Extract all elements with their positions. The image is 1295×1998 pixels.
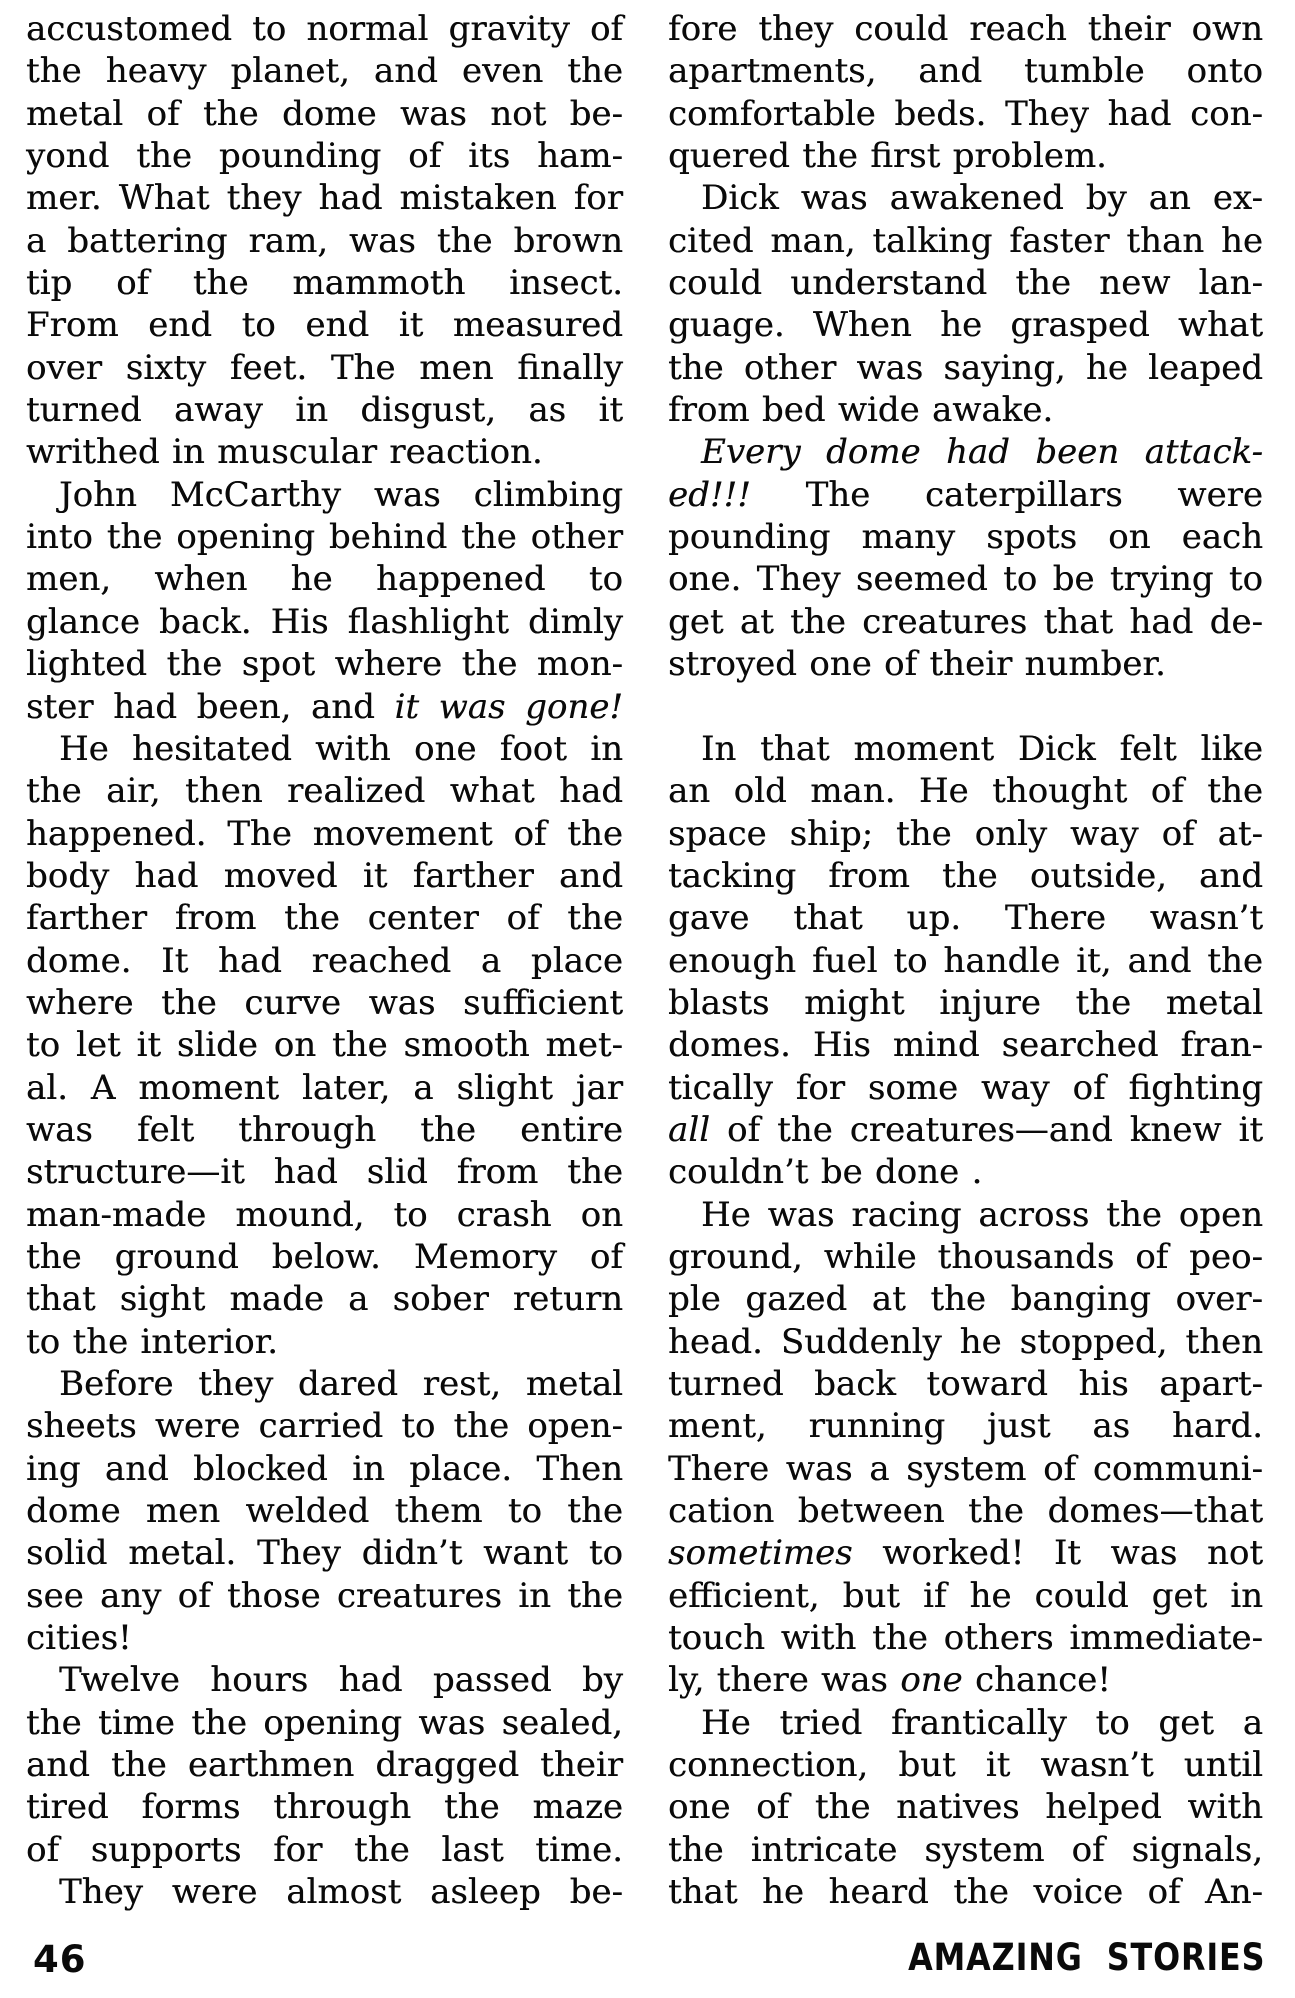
text-run: lighted the spot where the mon-: [26, 644, 623, 685]
italic-text-run: one: [900, 1660, 963, 1701]
text-line: [26, 686, 623, 728]
text-run: a battering ram, was the brown: [26, 220, 623, 261]
text-run: men, when he happened to: [26, 559, 623, 600]
text-run: ple gazed at the banging over-: [668, 1279, 1263, 1320]
text-line: [668, 770, 1263, 812]
text-run: turned away in disgust, as it: [26, 390, 623, 431]
text-run: gave that up. There wasn’t: [668, 898, 1263, 939]
text-run: space ship; the only way of at-: [668, 813, 1263, 854]
text-run: worked! It was not: [852, 1533, 1263, 1574]
text-run: turned back toward his apart-: [668, 1364, 1263, 1404]
text-line: [26, 1236, 623, 1278]
text-run: the intricate system of signals,: [668, 1829, 1263, 1870]
text-line: [668, 855, 1263, 897]
text-line: [668, 389, 1263, 431]
text-line: [26, 1151, 623, 1193]
text-run: They were almost asleep be-: [59, 1872, 623, 1913]
text-run: an old man. He thought of the: [668, 771, 1263, 812]
text-line: [668, 1278, 1263, 1320]
text-line: [668, 8, 1263, 50]
text-line: [26, 1702, 623, 1744]
text-run: that he heard the voice of An-: [668, 1872, 1263, 1913]
text-line: [668, 558, 1263, 600]
text-column-right: [668, 8, 1263, 1913]
text-line: [26, 940, 623, 982]
text-line: [26, 855, 623, 897]
text-run: of supports for the last time.: [26, 1829, 623, 1870]
text-run: see any of those creatures in the: [26, 1575, 623, 1616]
text-line: [668, 1448, 1263, 1490]
text-line: [26, 770, 623, 812]
text-run: that sight made a sober return: [26, 1279, 623, 1320]
text-line: [668, 728, 1263, 770]
text-run: From end to end it measured: [26, 305, 623, 346]
text-run: al. A moment later, a slight jar: [26, 1067, 623, 1108]
text-line: [668, 643, 1263, 685]
magazine-title: AMAZING STORIES: [907, 1936, 1265, 1979]
text-line: [26, 813, 623, 855]
text-line: [668, 135, 1263, 177]
text-line: [668, 982, 1263, 1024]
text-line: [668, 516, 1263, 558]
text-run: tacking from the outside, and: [668, 855, 1263, 896]
text-run: touch with the others immediate-: [668, 1618, 1263, 1659]
text-line: [26, 93, 623, 135]
italic-text-run: it was gone!: [394, 686, 624, 727]
text-run: could understand the new lan-: [668, 263, 1263, 304]
text-run: John McCarthy was climbing: [59, 474, 623, 515]
text-line: [26, 643, 623, 685]
text-line: [668, 1871, 1263, 1913]
text-line: [668, 220, 1263, 262]
text-run: to let it slide on the smooth met-: [26, 1025, 623, 1066]
text-line: [26, 1490, 623, 1532]
text-line: [668, 177, 1263, 219]
text-line: [668, 1532, 1263, 1574]
text-run: guage. When he grasped what: [668, 305, 1263, 346]
text-run: chance!: [962, 1660, 1111, 1701]
text-line: [668, 1575, 1263, 1617]
text-line: [26, 1871, 623, 1913]
text-run: dome men welded them to the: [26, 1491, 623, 1532]
text-line: [668, 1490, 1263, 1532]
text-run: dome. It had reached a place: [26, 940, 623, 981]
text-run: connection, but it wasn’t until: [668, 1745, 1263, 1786]
text-run: tically for some way of fighting: [668, 1067, 1263, 1108]
text-line: [668, 1194, 1263, 1236]
text-line: [26, 389, 623, 431]
text-line: [26, 304, 623, 346]
text-run: cited man, talking faster than he: [668, 220, 1263, 261]
text-line: [26, 431, 623, 473]
text-line: [668, 1321, 1263, 1363]
italic-text-run: ed!!!: [668, 474, 751, 515]
text-line: [26, 516, 623, 558]
text-run: head. Suddenly he stopped, then: [668, 1321, 1263, 1362]
text-line: [668, 1236, 1263, 1278]
text-run: sheets were carried to the open-: [26, 1406, 623, 1447]
text-run: ing and blocked in place. Then: [26, 1448, 623, 1489]
italic-text-run: Every dome had been attack-: [701, 432, 1263, 473]
text-run: into the opening behind the other: [26, 517, 623, 558]
text-run: one. They seemed to be trying to: [668, 559, 1263, 600]
text-line: [26, 50, 623, 92]
text-run: Twelve hours had passed by: [59, 1660, 623, 1701]
text-line: [26, 1829, 623, 1871]
text-run: He hesitated with one foot in: [59, 728, 623, 769]
text-line: [26, 1744, 623, 1786]
text-line: [26, 728, 623, 770]
text-line: [26, 1405, 623, 1447]
text-run: the air, then realized what had: [26, 771, 623, 812]
text-run: where the curve was sufficient: [26, 982, 623, 1023]
text-run: to the interior.: [26, 1321, 278, 1362]
text-run: He was racing across the open: [701, 1194, 1263, 1235]
italic-text-run: all: [668, 1109, 711, 1150]
text-line: [668, 1659, 1263, 1701]
text-run: from bed wide awake.: [668, 390, 1054, 431]
text-run: man-made mound, to crash on: [26, 1194, 623, 1235]
text-run: and the earthmen dragged their: [26, 1745, 623, 1786]
text-run: Dick was awakened by an ex-: [701, 178, 1263, 219]
text-run: In that moment Dick felt like: [701, 728, 1263, 769]
text-run: ster had been, and: [26, 686, 395, 727]
text-run: of the creatures—and knew it: [710, 1109, 1263, 1150]
text-run: farther from the center of the: [26, 898, 623, 939]
text-line: [26, 1278, 623, 1320]
text-run: apartments, and tumble onto: [668, 51, 1263, 92]
text-line: [26, 474, 623, 516]
text-run: glance back. His flashlight dimly: [26, 601, 623, 642]
text-line: [668, 1067, 1263, 1109]
text-run: ly, there was: [668, 1660, 901, 1701]
text-line: [26, 347, 623, 389]
text-line: [668, 1109, 1263, 1151]
text-line: [26, 897, 623, 939]
text-run: pounding many spots on each: [668, 517, 1263, 558]
text-run: the heavy planet, and even the: [26, 51, 623, 92]
text-line: [26, 135, 623, 177]
text-run: structure—it had slid from the: [26, 1152, 623, 1193]
text-line: [26, 1067, 623, 1109]
text-line: [668, 1151, 1263, 1193]
text-run: stroyed one of their number.: [668, 644, 1166, 685]
text-line: [26, 1363, 623, 1405]
text-line: [668, 1786, 1263, 1828]
text-run: over sixty feet. The men finally: [26, 347, 623, 388]
text-run: the ground below. Memory of: [26, 1236, 623, 1277]
text-run: tip of the mammoth insect.: [26, 263, 623, 304]
text-line: [668, 1363, 1263, 1405]
text-run: He tried frantically to get a: [701, 1702, 1263, 1743]
italic-text-run: sometimes: [668, 1533, 853, 1574]
text-line: [26, 262, 623, 304]
text-line: [26, 177, 623, 219]
text-run: writhed in muscular reaction.: [26, 432, 543, 473]
text-line: [26, 1024, 623, 1066]
text-line: [26, 1575, 623, 1617]
text-line: [26, 1448, 623, 1490]
text-run: Before they dared rest, metal: [59, 1364, 623, 1404]
text-line: [668, 1829, 1263, 1871]
text-run: The caterpillars were: [750, 474, 1263, 515]
text-line: [668, 813, 1263, 855]
text-run: solid metal. They didn’t want to: [26, 1533, 623, 1574]
text-line: [26, 1109, 623, 1151]
text-run: cities!: [26, 1618, 132, 1659]
text-line: [26, 220, 623, 262]
text-run: couldn’t be done .: [668, 1152, 983, 1193]
text-run: get at the creatures that had de-: [668, 601, 1263, 642]
text-line: [668, 1024, 1263, 1066]
text-line: [26, 1321, 623, 1363]
text-line: [668, 1744, 1263, 1786]
text-run: domes. His mind searched fran-: [668, 1025, 1263, 1066]
text-line: [668, 431, 1263, 473]
text-line: [668, 93, 1263, 135]
text-line: [668, 1405, 1263, 1447]
text-line: [26, 558, 623, 600]
text-run: There was a system of communi-: [668, 1448, 1263, 1489]
text-line: [668, 262, 1263, 304]
text-line: [668, 347, 1263, 389]
text-line: [26, 1194, 623, 1236]
text-run: efficient, but if he could get in: [668, 1575, 1263, 1616]
text-run: body had moved it farther and: [26, 855, 623, 896]
text-run: blasts might injure the metal: [668, 982, 1263, 1023]
text-line: [26, 1532, 623, 1574]
text-line: [26, 1617, 623, 1659]
text-run: comfortable beds. They had con-: [668, 93, 1263, 134]
text-run: fore they could reach their own: [668, 9, 1263, 49]
text-run: yond the pounding of its ham-: [26, 136, 623, 177]
text-run: quered the first problem.: [668, 136, 1107, 177]
text-line: [668, 50, 1263, 92]
text-line: [668, 1617, 1263, 1659]
text-column-left: [26, 8, 623, 1913]
text-line: [26, 1786, 623, 1828]
text-line: [668, 940, 1263, 982]
text-run: the time the opening was sealed,: [26, 1702, 623, 1743]
text-run: one of the natives helped with: [668, 1787, 1263, 1828]
text-run: accustomed to normal gravity of: [26, 9, 623, 49]
text-line: [668, 304, 1263, 346]
text-line: [668, 474, 1263, 516]
page-number: 46: [33, 1938, 87, 1981]
text-line: [668, 897, 1263, 939]
text-run: tired forms through the maze: [26, 1787, 623, 1828]
text-run: ment, running just as hard.: [668, 1406, 1263, 1447]
text-run: was felt through the entire: [26, 1109, 623, 1150]
text-line: [26, 8, 623, 50]
text-line: [26, 982, 623, 1024]
text-run: metal of the dome was not be-: [26, 93, 623, 134]
text-run: enough fuel to handle it, and the: [668, 940, 1263, 981]
text-line: [26, 1659, 623, 1701]
text-run: ground, while thousands of peo-: [668, 1236, 1263, 1277]
text-run: the other was saying, he leaped: [668, 347, 1263, 388]
text-line: [668, 601, 1263, 643]
text-line: [26, 601, 623, 643]
text-run: happened. The movement of the: [26, 813, 623, 854]
text-run: mer. What they had mistaken for: [26, 178, 623, 219]
text-run: cation between the domes—that: [668, 1491, 1263, 1532]
text-line: [668, 1702, 1263, 1744]
